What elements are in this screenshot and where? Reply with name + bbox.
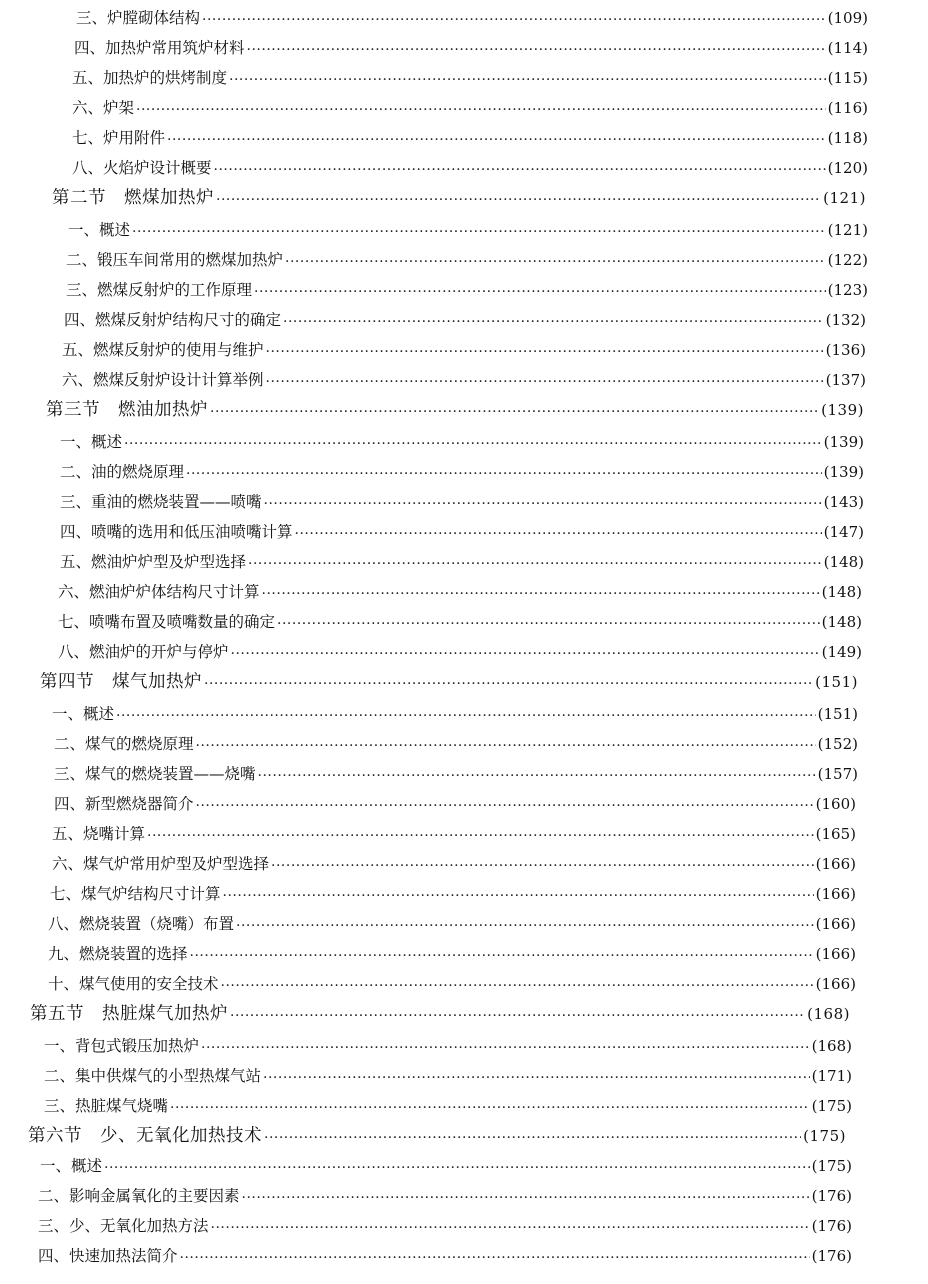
dot-leader (221, 972, 814, 996)
toc-page-number: (114) (827, 39, 868, 57)
dot-leader (263, 1064, 810, 1088)
toc-page-number: (139) (823, 433, 864, 451)
toc-item-row (66, 278, 868, 302)
toc-item-row (52, 822, 856, 846)
toc-page-number: (116) (827, 99, 868, 117)
toc-item-row (60, 550, 864, 574)
toc-item-row (44, 1034, 852, 1058)
dot-leader (170, 1094, 810, 1118)
dot-leader (230, 1002, 805, 1026)
dot-leader (271, 852, 814, 876)
dot-leader (295, 520, 822, 544)
toc-section-row (46, 398, 864, 422)
toc-item-row (52, 852, 856, 876)
toc-entry-title: 五、燃煤反射炉的使用与维护 (62, 341, 264, 359)
dot-leader (216, 186, 821, 210)
toc-page-number: (166) (815, 945, 856, 963)
toc-section-row (30, 1002, 850, 1026)
dot-leader (277, 610, 820, 634)
dot-leader (254, 278, 826, 302)
toc-page-number: (175) (803, 1127, 846, 1145)
toc-item-row (72, 66, 868, 90)
toc-entry-title: 三、煤气的燃烧装置——烧嘴 (54, 765, 256, 783)
dot-leader (285, 248, 826, 272)
toc-item-row (64, 308, 866, 332)
toc-page-number: (137) (825, 371, 866, 389)
toc-entry-title: 七、喷嘴布置及喷嘴数量的确定 (58, 613, 276, 631)
dot-leader (266, 368, 824, 392)
toc-page-number: (176) (811, 1217, 852, 1235)
toc-item-row (60, 490, 864, 514)
dot-leader (266, 338, 824, 362)
toc-entry-title: 二、煤气的燃烧原理 (54, 735, 194, 753)
toc-item-row (60, 460, 864, 484)
toc-entry-title: 三、热脏煤气烧嘴 (44, 1097, 169, 1115)
toc-item-row (40, 1154, 852, 1178)
toc-page-number: (139) (823, 463, 864, 481)
dot-leader (196, 792, 814, 816)
toc-item-row (60, 430, 864, 454)
toc-item-row (68, 218, 868, 242)
toc-item-row (52, 702, 858, 726)
toc-entry-title: 第四节 煤气加热炉 (40, 672, 202, 692)
dot-leader (236, 912, 814, 936)
dot-leader (180, 1244, 810, 1268)
toc-item-row (72, 156, 868, 180)
toc-page-number: (165) (815, 825, 856, 843)
toc-entry-title: 七、煤气炉结构尺寸计算 (50, 885, 221, 903)
toc-page-number: (152) (817, 735, 858, 753)
toc-page-number: (136) (825, 341, 866, 359)
toc-page-number: (122) (827, 251, 868, 269)
dot-leader (229, 66, 826, 90)
dot-leader (116, 702, 816, 726)
toc-item-row (44, 1094, 852, 1118)
toc-item-row (58, 640, 862, 664)
dot-leader (211, 1214, 810, 1238)
toc-page-number: (132) (825, 311, 866, 329)
toc-entry-title: 三、炉膛砌体结构 (76, 9, 201, 27)
toc-item-row (72, 126, 868, 150)
toc-item-row (54, 792, 856, 816)
dot-leader (210, 398, 819, 422)
toc-section-row (40, 670, 858, 694)
toc-item-row (48, 972, 856, 996)
toc-page-number: (121) (823, 189, 866, 207)
toc-entry-title: 第六节 少、无氧化加热技术 (28, 1126, 262, 1146)
dot-leader (242, 1184, 810, 1208)
dot-leader (202, 6, 826, 30)
toc-entry-title: 八、燃油炉的开炉与停炉 (58, 643, 229, 661)
toc-section-row (28, 1124, 846, 1148)
toc-entry-title: 三、少、无氧化加热方法 (38, 1217, 209, 1235)
toc-page-number: (151) (815, 673, 858, 691)
toc-item-row (50, 882, 856, 906)
dot-leader (190, 942, 814, 966)
toc-entry-title: 七、炉用附件 (72, 129, 166, 147)
toc-page-number: (166) (815, 855, 856, 873)
dot-leader (248, 550, 822, 574)
toc-page-number: (166) (815, 885, 856, 903)
toc-item-row (62, 338, 866, 362)
toc-page-number: (123) (827, 281, 868, 299)
toc-entry-title: 第二节 燃煤加热炉 (52, 188, 214, 208)
dot-leader (258, 762, 816, 786)
toc-entry-title: 第三节 燃油加热炉 (46, 400, 208, 420)
toc-section-row (52, 186, 866, 210)
toc-entry-title: 一、概述 (52, 705, 115, 723)
toc-item-row (48, 942, 856, 966)
toc-page-number: (121) (827, 221, 868, 239)
toc-entry-title: 一、概述 (60, 433, 123, 451)
toc-entry-title: 第五节 热脏煤气加热炉 (30, 1004, 228, 1024)
toc-entry-title: 十、煤气使用的安全技术 (48, 975, 219, 993)
toc-item-row (66, 248, 868, 272)
dot-leader (247, 36, 826, 60)
toc-entry-title: 六、燃油炉炉体结构尺寸计算 (58, 583, 260, 601)
toc-item-row (44, 1064, 852, 1088)
dot-leader (196, 732, 816, 756)
toc-entry-title: 五、燃油炉炉型及炉型选择 (60, 553, 247, 571)
toc-page-number: (120) (827, 159, 868, 177)
toc-page-number: (176) (811, 1187, 852, 1205)
toc-entry-title: 二、油的燃烧原理 (60, 463, 185, 481)
toc-entry-title: 二、集中供煤气的小型热煤气站 (44, 1067, 262, 1085)
toc-page-number: (148) (823, 553, 864, 571)
toc-page-number: (118) (827, 129, 868, 147)
toc-page-number: (168) (807, 1005, 850, 1023)
toc-item-row (72, 96, 868, 120)
toc-entry-title: 四、快速加热法简介 (38, 1247, 178, 1265)
toc-item-row (54, 762, 858, 786)
toc-page-number: (171) (811, 1067, 852, 1085)
toc-entry-title: 一、背包式锻压加热炉 (44, 1037, 200, 1055)
toc-item-row (48, 912, 856, 936)
toc-entry-title: 四、燃煤反射炉结构尺寸的确定 (64, 311, 282, 329)
toc-item-row (38, 1244, 852, 1268)
toc-item-row (38, 1184, 852, 1208)
toc-page-number: (166) (815, 975, 856, 993)
toc-entry-title: 四、新型燃烧器简介 (54, 795, 194, 813)
toc-entry-title: 三、燃煤反射炉的工作原理 (66, 281, 253, 299)
toc-entry-title: 八、燃烧装置（烧嘴）布置 (48, 915, 235, 933)
toc-item-row (54, 732, 858, 756)
toc-page-number: (157) (817, 765, 858, 783)
toc-page-number: (175) (811, 1097, 852, 1115)
toc-page-number: (109) (827, 9, 868, 27)
toc-page-number: (168) (811, 1037, 852, 1055)
dot-leader (214, 156, 826, 180)
toc-entry-title: 八、火焰炉设计概要 (72, 159, 212, 177)
toc-item-row (58, 610, 862, 634)
dot-leader (147, 822, 814, 846)
toc-page-number: (143) (823, 493, 864, 511)
toc-item-row (60, 520, 864, 544)
toc-page-number: (148) (821, 613, 862, 631)
toc-page-number: (115) (827, 69, 868, 87)
toc-entry-title: 五、烧嘴计算 (52, 825, 146, 843)
toc-entry-title: 六、煤气炉常用炉型及炉型选择 (52, 855, 270, 873)
toc-entry-title: 一、概述 (40, 1157, 103, 1175)
dot-leader (231, 640, 820, 664)
toc-entry-title: 六、燃煤反射炉设计计算举例 (62, 371, 264, 389)
dot-leader (204, 670, 813, 694)
toc-page-number: (160) (815, 795, 856, 813)
dot-leader (104, 1154, 810, 1178)
dot-leader (124, 430, 822, 454)
toc-item-row (74, 36, 868, 60)
dot-leader (264, 1124, 801, 1148)
dot-leader (167, 126, 826, 150)
toc-page-number: (139) (821, 401, 864, 419)
dot-leader (223, 882, 814, 906)
toc-entry-title: 二、锻压车间常用的燃煤加热炉 (66, 251, 284, 269)
toc-item-row (58, 580, 862, 604)
dot-leader (136, 96, 826, 120)
dot-leader (283, 308, 824, 332)
toc-entry-title: 一、概述 (68, 221, 131, 239)
toc-entry-title: 四、加热炉常用筑炉材料 (74, 39, 245, 57)
toc-page-number: (176) (811, 1247, 852, 1265)
toc-entry-title: 九、燃烧装置的选择 (48, 945, 188, 963)
toc-page-number: (151) (817, 705, 858, 723)
toc-page-number: (149) (821, 643, 862, 661)
toc-entry-title: 二、影响金属氧化的主要因素 (38, 1187, 240, 1205)
toc-page-number: (148) (821, 583, 862, 601)
toc-entry-title: 三、重油的燃烧装置——喷嘴 (60, 493, 262, 511)
dot-leader (201, 1034, 810, 1058)
dot-leader (132, 218, 826, 242)
toc-item-row (76, 6, 868, 30)
toc-page-number: (147) (823, 523, 864, 541)
dot-leader (186, 460, 822, 484)
toc-entry-title: 六、炉架 (72, 99, 135, 117)
toc-entry-title: 四、喷嘴的选用和低压油喷嘴计算 (60, 523, 293, 541)
toc-item-row (38, 1214, 852, 1238)
toc-entry-title: 五、加热炉的烘烤制度 (72, 69, 228, 87)
dot-leader (264, 490, 822, 514)
dot-leader (262, 580, 820, 604)
toc-page-number: (166) (815, 915, 856, 933)
toc-item-row (62, 368, 866, 392)
toc-page-number: (175) (811, 1157, 852, 1175)
